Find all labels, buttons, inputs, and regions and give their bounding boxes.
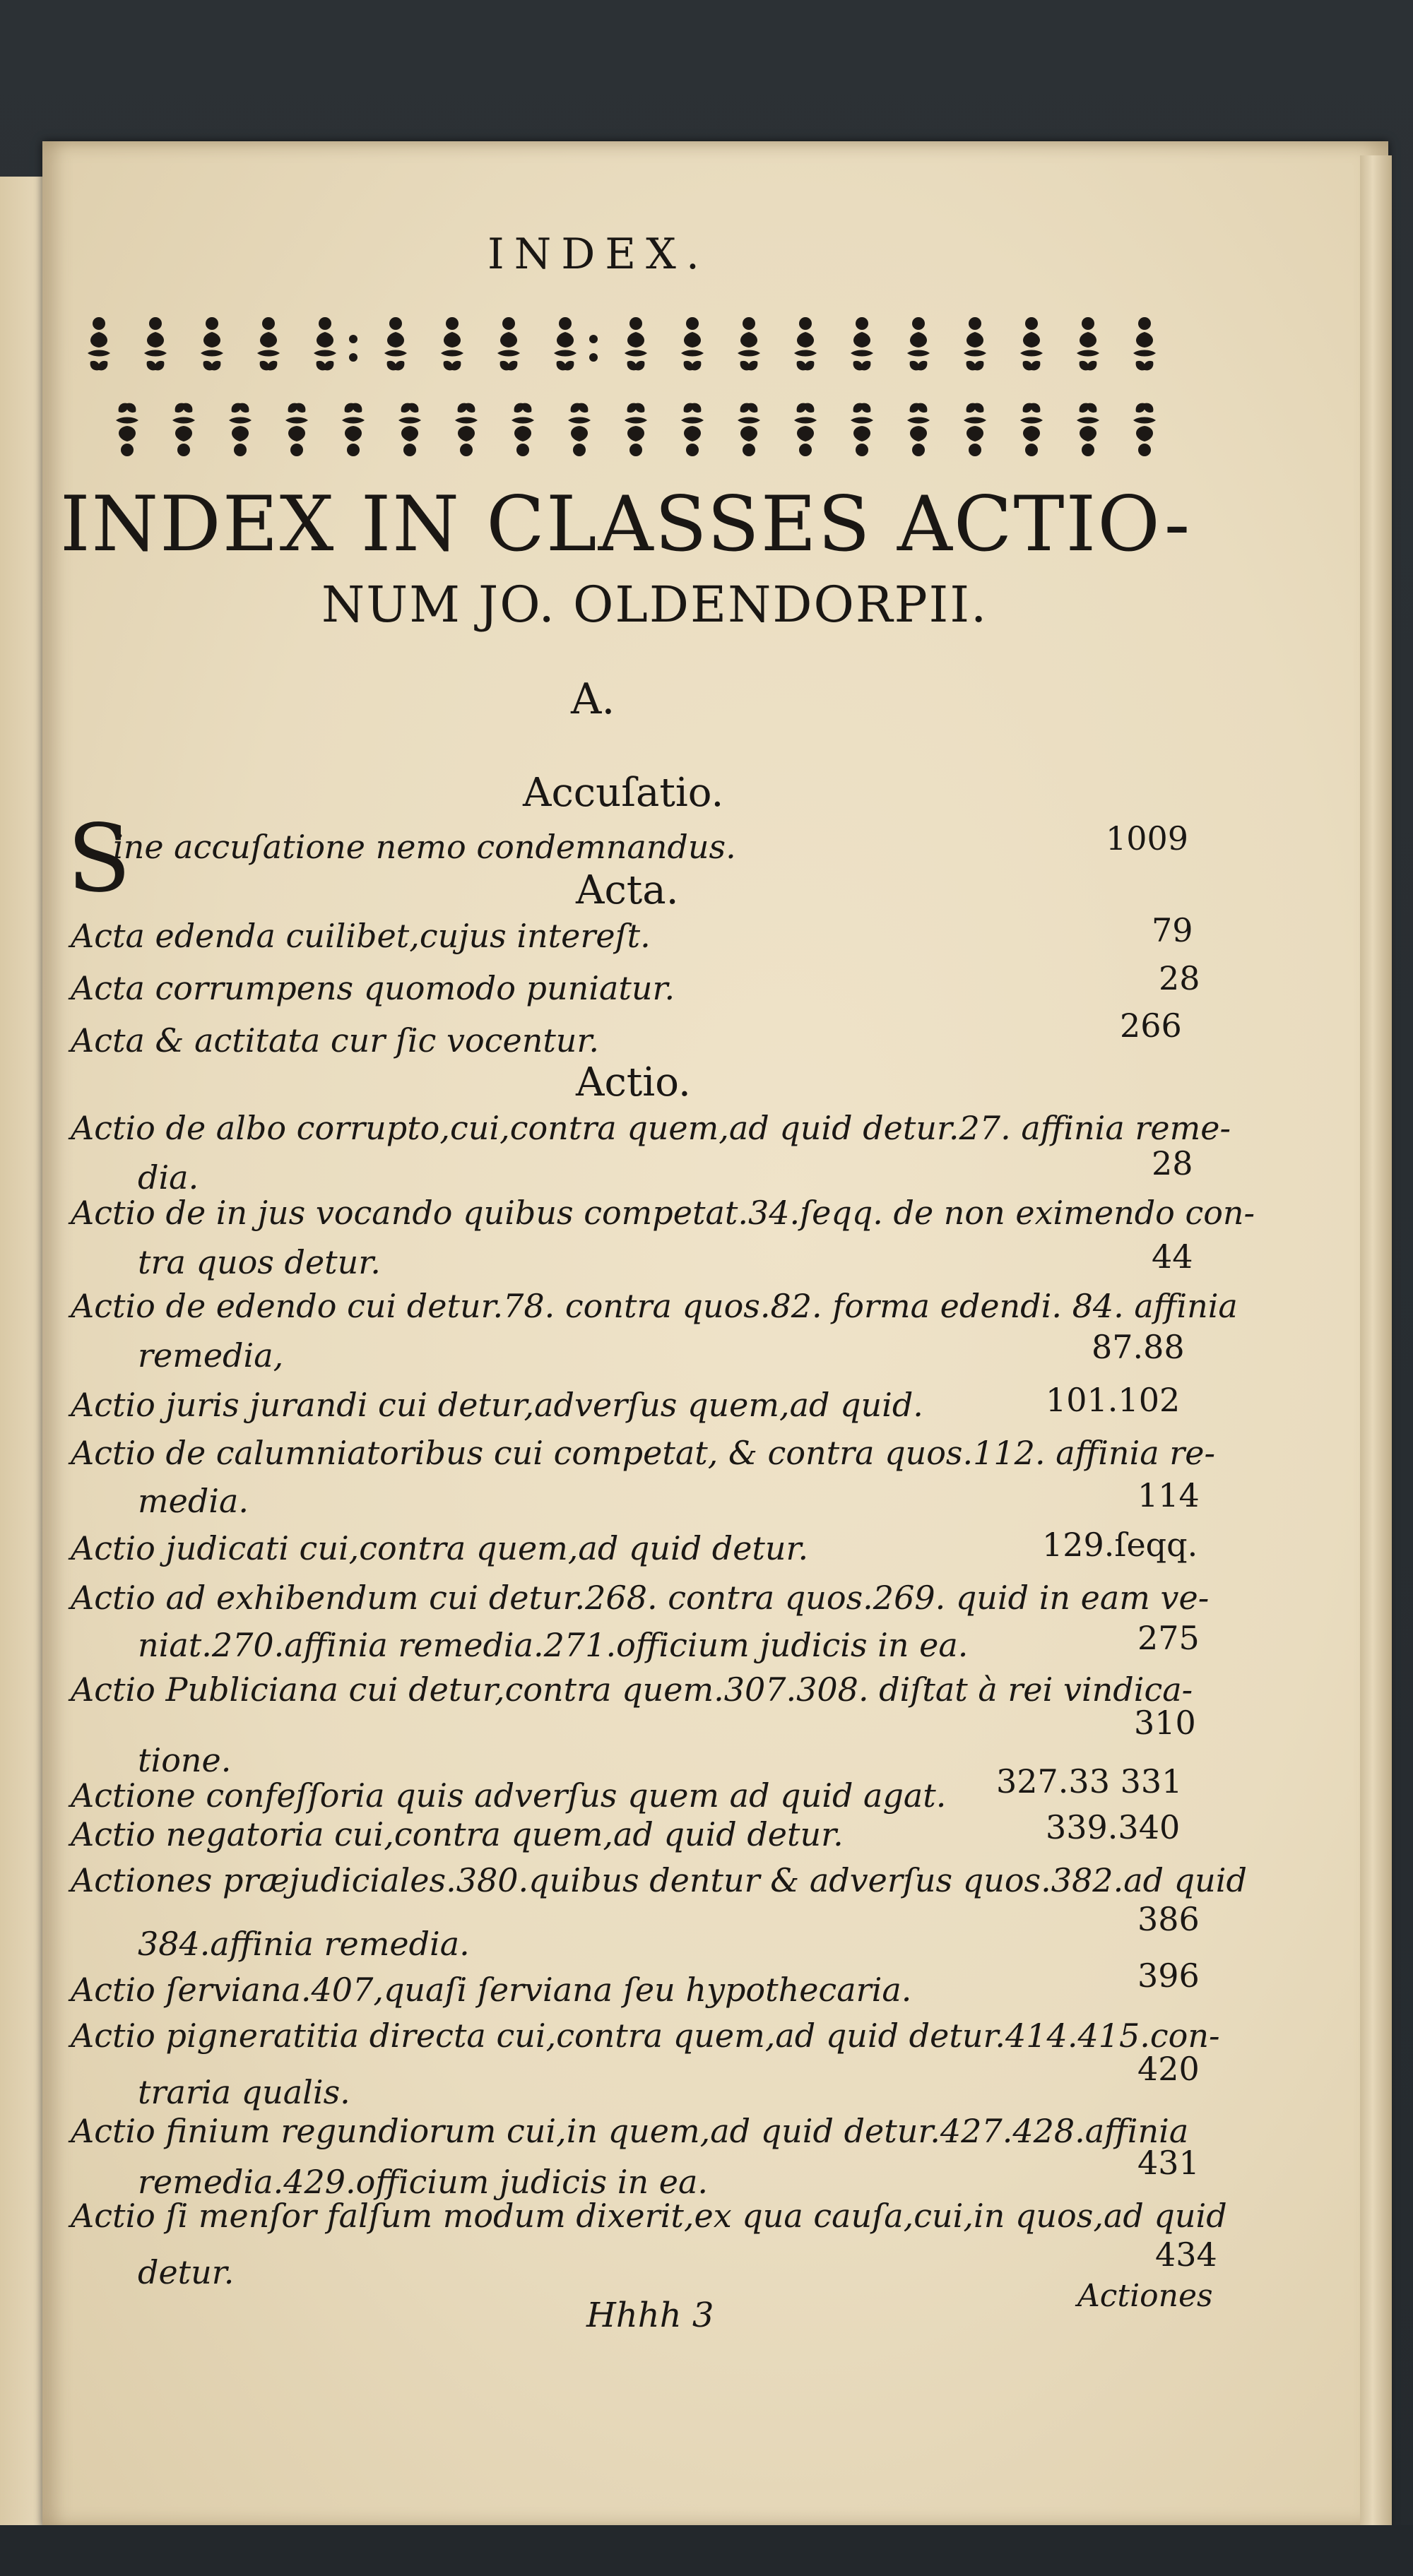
entry-page-number: 386 [1137, 1900, 1200, 1938]
entry-page-number: 101.102 [1046, 1381, 1181, 1419]
index-title-line-2: NUM JO. OLDENDORPII. [321, 576, 988, 634]
entry-page-number: 310 [1134, 1704, 1196, 1742]
entry-continuation: tione. [138, 1741, 232, 1779]
entry-page-number: 44 [1152, 1237, 1193, 1276]
entry-text: Actio de albo corrupto,cui,contra quem,ad quid detur.27. affinia reme- [71, 1109, 1231, 1147]
book-lower-edge [0, 2525, 1413, 2576]
entry-page-number: 327.33 331 [996, 1762, 1183, 1800]
entry-text: Actio pigneratitia directa cui,contra quem,ad quid detur.414.415.con- [71, 2017, 1220, 2055]
catchword: Actiones [1077, 2278, 1213, 2314]
entry-page-number: 266 [1120, 1007, 1182, 1045]
entry-text: Actio negatoria cui,contra quem,ad quid detur. [71, 1815, 844, 1853]
page-stack-edge [1360, 155, 1392, 2529]
entry-text: Actio ad exhibendum cui detur.268. contra quos.269. quid in eam ve- [71, 1579, 1210, 1617]
entry-continuation: dia. [138, 1158, 199, 1197]
entry-page-number: 28 [1159, 959, 1200, 997]
entry-continuation: traria qualis. [138, 2073, 350, 2111]
entry-text: ine accuſatione nemo condemnandus. [113, 828, 736, 866]
entry-page-number: 420 [1137, 2050, 1200, 2088]
entry-page-number: 79 [1152, 911, 1193, 949]
heading-accusatio: Accuſatio. [523, 770, 724, 816]
entry-page-number: 87.88 [1092, 1328, 1185, 1366]
entry-text: Acta edenda cuilibet,cujus intereſt. [71, 917, 651, 955]
entry-text: Acta corrumpens quomodo puniatur. [71, 969, 675, 1007]
entry-page-number: 114 [1137, 1476, 1200, 1514]
entry-continuation: remedia.429.officium judicis in ea. [138, 2163, 708, 2201]
entry-text: Actio ſerviana.407,quaſi ſerviana ſeu hypothecaria. [71, 1971, 912, 2009]
entry-text: Actio de calumniatoribus cui competat, & contra quos.112. affinia re- [71, 1434, 1216, 1472]
running-head: INDEX. [487, 230, 709, 279]
signature-mark: Hhhh 3 [586, 2296, 714, 2335]
entry-continuation: remedia, [138, 1336, 284, 1375]
entry-text: Actio de edendo cui detur.78. contra quos.82. forma edendi. 84. affinia [71, 1287, 1238, 1325]
heading-actio: Actio. [576, 1060, 691, 1105]
entry-text: Actione confeſſoria quis adverſus quem ad quid agat. [71, 1776, 947, 1815]
index-title-line-1: INDEX IN CLASSES ACTIO- [60, 480, 1192, 569]
entry-page-number: 28 [1152, 1144, 1193, 1182]
fleuron-row-icon [78, 311, 1201, 466]
entry-continuation: media. [138, 1482, 249, 1520]
entry-text: Actiones præjudiciales.380.quibus dentur & adverſus quos.382.ad quid [71, 1861, 1247, 1899]
entry-page-number: 339.340 [1046, 1808, 1181, 1846]
entry-page-number: 434 [1155, 2236, 1217, 2274]
entry-text: Actio ſi menſor falſum modum dixerit,ex qua cauſa,cui,in quos,ad quid [71, 2197, 1227, 2235]
entry-page-number: 396 [1137, 1957, 1200, 1995]
letter-heading: A. [571, 675, 615, 724]
entry-continuation: detur. [138, 2253, 235, 2291]
entry-text: Actio judicati cui,contra quem,ad quid detur. [71, 1529, 809, 1567]
entry-continuation: niat.270.affinia remedia.271.officium judicis in ea. [138, 1626, 969, 1664]
entry-text: Actio Publiciana cui detur,contra quem.307.308. diſtat à rei vindica- [71, 1670, 1193, 1709]
entry-continuation: 384.affinia remedia. [138, 1925, 470, 1963]
entry-page-number: 129.ſeqq. [1042, 1526, 1198, 1564]
entry-text: Acta & actitata cur ſic vocentur. [71, 1021, 599, 1060]
entry-continuation: tra quos detur. [138, 1243, 381, 1281]
entry-text: Actio finium regundiorum cui,in quem,ad quid detur.427.428.affinia [71, 2112, 1189, 2150]
drop-cap: S [67, 805, 131, 913]
entry-page-number: 1009 [1106, 819, 1189, 857]
heading-acta: Acta. [576, 867, 679, 913]
entry-page-number: 275 [1137, 1619, 1200, 1657]
entry-page-number: 431 [1137, 2144, 1200, 2182]
entry-text: Actio juris jurandi cui detur,adverſus quem,ad quid. [71, 1386, 923, 1424]
entry-text: Actio de in jus vocando quibus competat.34.ſeqq. de non eximendo con- [71, 1194, 1255, 1232]
